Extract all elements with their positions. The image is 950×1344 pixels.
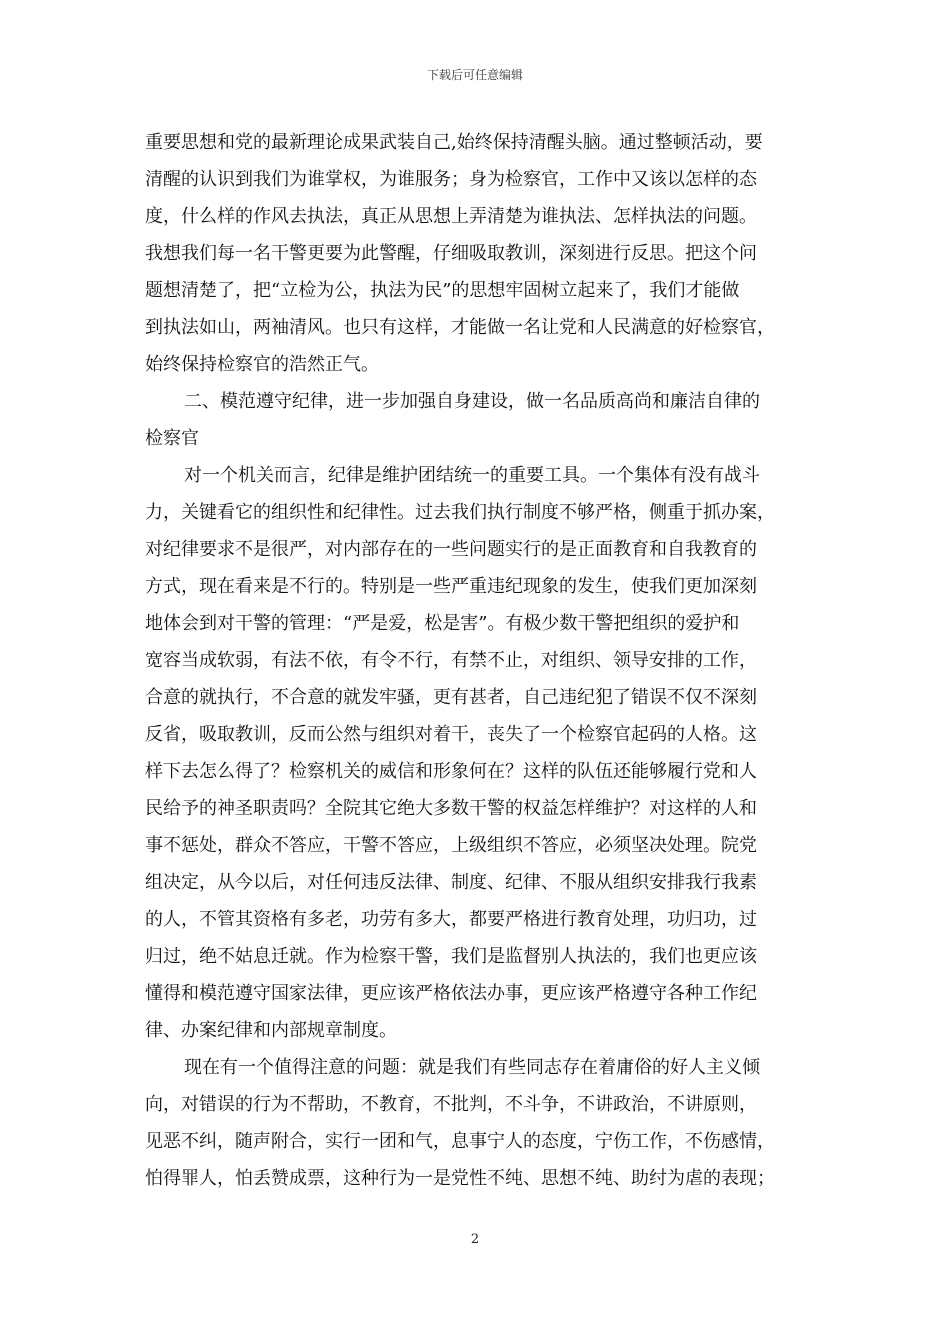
text-line: 现在有一个值得注意的问题：就是我们有些同志存在着庸俗的好人主义倾	[184, 1057, 760, 1078]
text-line: 向，对错误的行为不帮助，不教育，不批判，不斗争，不讲政治，不讲原则，	[145, 1094, 757, 1115]
text-line: 检察官	[145, 428, 199, 449]
text-line: 二、模范遵守纪律，进一步加强自身建设，做一名品质高尚和廉洁自律的	[184, 391, 760, 412]
text-line: 我想我们每一名干警更要为此警醒，仔细吸取教训，深刻进行反思。把这个问	[145, 243, 757, 264]
text-line: 的人，不管其资格有多老，功劳有多大，都要严格进行教育处理，功归功，过	[145, 909, 757, 930]
text-line: 宽容当成软弱，有法不依，有令不行，有禁不止，对组织、领导安排的工作，	[145, 650, 757, 671]
text-line: 题想清楚了，把“立检为公，执法为民”的思想牢固树立起来了，我们才能做	[145, 280, 740, 301]
text-line: 律、办案纪律和内部规章制度。	[145, 1020, 397, 1041]
text-line: 到执法如山，两袖清风。也只有这样，才能做一名让党和人民满意的好检察官，	[145, 317, 775, 338]
text-line: 懂得和模范遵守国家法律，更应该严格依法办事，更应该严格遵守各种工作纪	[145, 983, 757, 1004]
text-line: 重要思想和党的最新理论成果武装自己,始终保持清醒头脑。通过整顿活动，要	[145, 132, 763, 153]
text-line: 组决定，从今以后，对任何违反法律、制度、纪律、不服从组织安排我行我素	[145, 872, 757, 893]
text-line: 度，什么样的作风去执法，真正从思想上弄清楚为谁执法、怎样执法的问题。	[145, 206, 757, 227]
text-line: 对纪律要求不是很严，对内部存在的一些问题实行的是正面教育和自我教育的	[145, 539, 757, 560]
text-line: 方式，现在看来是不行的。特别是一些严重违纪现象的发生，使我们更加深刻	[145, 576, 757, 597]
text-line: 力，关键看它的组织性和纪律性。过去我们执行制度不够严格，侧重于抓办案，	[145, 502, 775, 523]
text-line: 样下去怎么得了？检察机关的威信和形象何在？这样的队伍还能够履行党和人	[145, 761, 757, 782]
text-line: 地体会到对干警的管理：“严是爱，松是害”。有极少数干警把组织的爱护和	[145, 613, 740, 634]
text-line: 对一个机关而言，纪律是维护团结统一的重要工具。一个集体有没有战斗	[184, 465, 760, 486]
text-line: 事不惩处，群众不答应，干警不答应，上级组织不答应，必须坚决处理。院党	[145, 835, 757, 856]
text-line: 怕得罪人，怕丢赞成票，这种行为一是党性不纯、思想不纯、助纣为虐的表现；	[145, 1168, 775, 1189]
text-line: 清醒的认识到我们为谁掌权，为谁服务；身为检察官，工作中又该以怎样的态	[145, 169, 757, 190]
page-header: 下载后可任意编辑	[426, 68, 523, 82]
text-line: 民给予的神圣职责吗？全院其它绝大多数干警的权益怎样维护？对这样的人和	[145, 798, 757, 819]
text-line: 合意的就执行，不合意的就发牢骚，更有甚者，自己违纪犯了错误不仅不深刻	[145, 687, 757, 708]
document-body	[145, 124, 815, 1197]
text-line: 归过，绝不姑息迁就。作为检察干警，我们是监督别人执法的，我们也更应该	[145, 946, 757, 967]
page-number: 2	[470, 1232, 480, 1247]
text-line: 反省，吸取教训，反而公然与组织对着干，丧失了一个检察官起码的人格。这	[145, 724, 757, 745]
text-line: 见恶不纠，随声附合，实行一团和气，息事宁人的态度，宁伤工作，不伤感情，	[145, 1131, 775, 1152]
text-line: 始终保持检察官的浩然正气。	[145, 354, 379, 375]
